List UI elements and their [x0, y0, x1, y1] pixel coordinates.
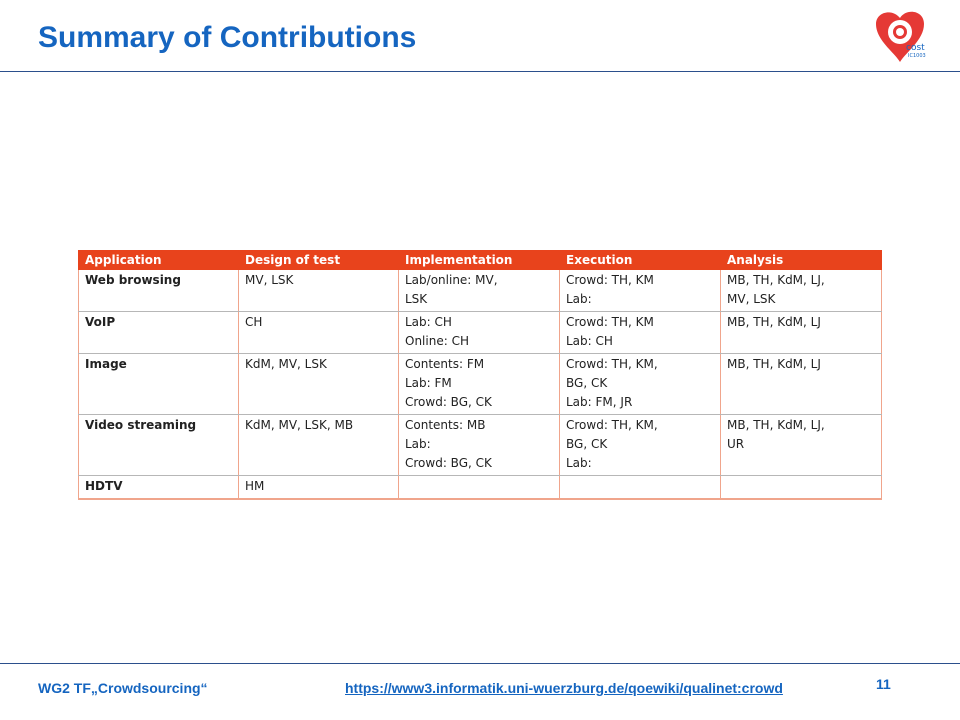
cell-analysis — [721, 312, 882, 354]
title-divider — [0, 71, 960, 72]
cell-design — [239, 476, 399, 500]
cell-line: Lab: CH — [566, 334, 613, 348]
cell-analysis — [721, 476, 882, 500]
table-row — [79, 354, 882, 415]
cell-application: Video streaming — [79, 415, 239, 476]
table-row — [79, 415, 882, 476]
cell-line: Lab: — [405, 437, 431, 451]
header-application: Application — [79, 251, 239, 270]
cell-line: CH — [245, 315, 263, 329]
cell-line: KdM, MV, LSK — [245, 357, 327, 371]
cell-implementation — [399, 476, 560, 500]
cell-line: Contents: MB — [405, 418, 486, 432]
cell-line: BG, CK — [566, 437, 608, 451]
cell-application: Web browsing — [79, 270, 239, 312]
header-design-of-test: Design of test — [239, 251, 399, 270]
cell-line: HM — [245, 479, 265, 493]
cell-line: LSK — [405, 292, 428, 306]
cell-line: Lab: FM, JR — [566, 395, 633, 409]
cell-line: MV, LSK — [245, 273, 294, 287]
table-row — [79, 312, 882, 354]
cell-application: Image — [79, 354, 239, 415]
cell-design — [239, 354, 399, 415]
cell-analysis — [721, 415, 882, 476]
cell-design — [239, 312, 399, 354]
header-implementation: Implementation — [399, 251, 560, 270]
cell-line: MB, TH, KdM, LJ — [727, 357, 821, 371]
cell-line: Crowd: TH, KM, — [566, 418, 658, 432]
cell-line: MB, TH, KdM, LJ, — [727, 418, 825, 432]
cell-line: BG, CK — [566, 376, 608, 390]
cell-line: Lab: CH — [405, 315, 452, 329]
cell-line: Lab: FM — [405, 376, 452, 390]
footer-wiki-link[interactable]: https://www3.informatik.uni-wuerzburg.de/qoewiki/qualinet:crowd — [345, 680, 783, 696]
slide-title: Summary of Contributions — [38, 21, 417, 54]
cell-line: KdM, MV, LSK, MB — [245, 418, 354, 432]
cell-implementation — [399, 312, 560, 354]
cell-line: UR — [727, 437, 745, 451]
cell-implementation — [399, 415, 560, 476]
page-number: 11 — [876, 676, 891, 692]
cell-line: Crowd: TH, KM, — [566, 357, 658, 371]
footer-divider — [0, 663, 960, 664]
cell-implementation — [399, 354, 560, 415]
logo-word: cost — [906, 43, 925, 53]
cell-execution — [560, 312, 721, 354]
header-execution: Execution — [560, 251, 721, 270]
cell-line: MB, TH, KdM, LJ — [727, 315, 821, 329]
cell-implementation — [399, 270, 560, 312]
qualinet-cost-logo — [862, 6, 942, 66]
cell-line: Crowd: TH, KM — [566, 315, 654, 329]
table-row — [79, 270, 882, 312]
contributions-table — [78, 250, 882, 500]
cell-design — [239, 270, 399, 312]
cell-analysis — [721, 270, 882, 312]
table-header-row — [79, 251, 882, 270]
cell-line: Contents: FM — [405, 357, 485, 371]
cell-execution — [560, 415, 721, 476]
cell-line: Online: CH — [405, 334, 469, 348]
cell-application: HDTV — [79, 476, 239, 500]
cell-line: Crowd: BG, CK — [405, 395, 492, 409]
cell-design — [239, 415, 399, 476]
cell-execution — [560, 354, 721, 415]
cell-analysis — [721, 354, 882, 415]
table-row — [79, 476, 882, 500]
cell-application: VoIP — [79, 312, 239, 354]
cell-line: Lab: — [566, 292, 592, 306]
cell-line: Lab: — [566, 456, 592, 470]
cell-execution — [560, 270, 721, 312]
cell-line: Crowd: TH, KM — [566, 273, 654, 287]
footer-taskforce-label: WG2 TF„Crowdsourcing“ — [38, 680, 208, 696]
header-analysis: Analysis — [721, 251, 882, 270]
logo-sub: IC1003 — [908, 53, 926, 59]
cell-line: MV, LSK — [727, 292, 776, 306]
cell-line: Crowd: BG, CK — [405, 456, 492, 470]
cell-execution — [560, 476, 721, 500]
cell-line: MB, TH, KdM, LJ, — [727, 273, 825, 287]
cell-line: Lab/online: MV, — [405, 273, 498, 287]
